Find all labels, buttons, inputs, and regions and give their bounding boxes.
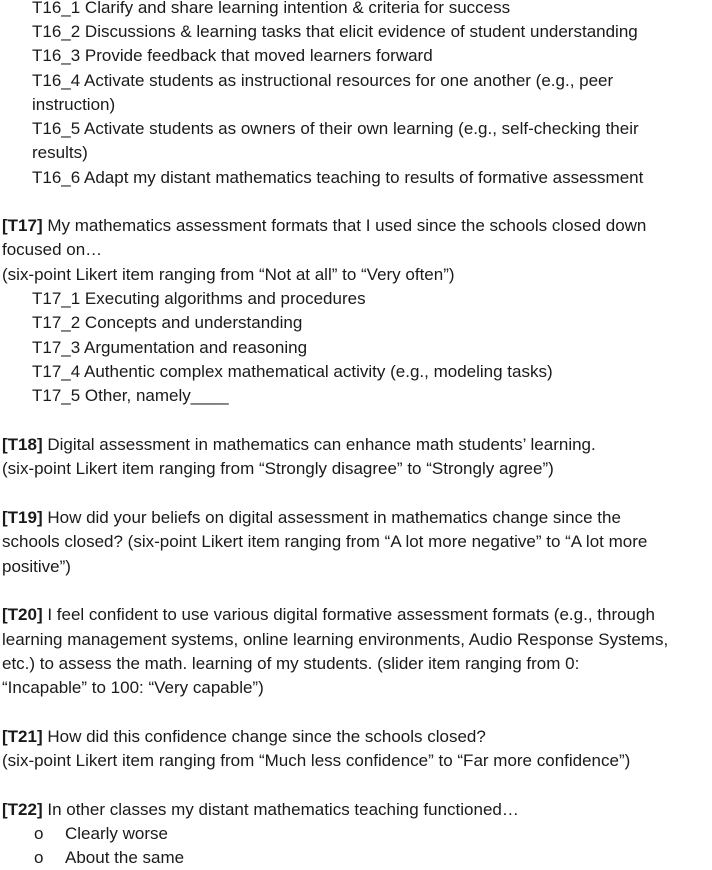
t22-option-2 (0, 846, 712, 870)
t20-text-4: “Incapable” to 100: “Very capable”) (2, 678, 264, 697)
t19-question-line-1 (2, 506, 621, 530)
t19-tag: [T19] (2, 508, 43, 527)
t16-item-3: T16_3 Provide feedback that moved learners forward (32, 46, 433, 65)
t22-option-1-bullet: o (34, 824, 44, 843)
t22-tag: [T22] (2, 800, 43, 819)
t20-text-1: I feel confident to use various digital formative assessment formats (e.g., through (42, 605, 655, 624)
t19-text-3: positive”) (2, 557, 71, 576)
t17-item-5: T17_5 Other, namely____ (32, 386, 229, 405)
t17-item-1: T17_1 Executing algorithms and procedures (32, 289, 366, 308)
t17-scale: (six-point Likert item ranging from “Not at all” to “Very often”) (2, 265, 455, 284)
t18-text-1: Digital assessment in mathematics can enhance math students’ learning. (42, 435, 596, 454)
t17-item-3: T17_3 Argumentation and reasoning (32, 338, 308, 357)
t21-question-line-1 (2, 725, 486, 749)
t16-item-5: T16_5 Activate students as owners of their own learning (e.g., self-checking their (32, 119, 639, 138)
t17-item-2: T17_2 Concepts and understanding (32, 313, 303, 332)
t22-option-1 (0, 822, 712, 846)
t21-scale: (six-point Likert item ranging from “Much less confidence” to “Far more confidence”) (2, 751, 631, 770)
t22-option-1-label: Clearly worse (65, 824, 168, 843)
t19-text-1: How did your beliefs on digital assessment in mathematics change since the (42, 508, 621, 527)
t18-tag: [T18] (2, 435, 43, 454)
t16-item-4: T16_4 Activate students as instructional resources for one another (e.g., peer (32, 71, 614, 90)
t21-tag: [T21] (2, 727, 43, 746)
t17-text-2: focused on… (2, 240, 103, 259)
t16-item-6: T16_6 Adapt my distant mathematics teaching to results of formative assessment (32, 168, 644, 187)
t17-tag: [T17] (2, 216, 43, 235)
t16-item-4-cont: instruction) (32, 95, 116, 114)
t16-item-5-cont: results) (32, 143, 88, 162)
t20-tag: [T20] (2, 605, 43, 624)
t20-text-3: etc.) to assess the math. learning of my students. (slider item ranging from 0: (2, 654, 580, 673)
t22-question-line-1 (2, 798, 519, 822)
t22-option-2-label: About the same (65, 848, 185, 867)
t17-item-4: T17_4 Authentic complex mathematical activity (e.g., modeling tasks) (32, 362, 553, 381)
t18-question-line-1 (2, 433, 596, 457)
t16-item-1: T16_1 Clarify and share learning intention & criteria for success (32, 0, 511, 17)
t19-text-2: schools closed? (six-point Likert item ranging from “A lot more negative” to “A lot more (2, 532, 648, 551)
t20-question-line-1 (2, 603, 655, 627)
t17-text-1: My mathematics assessment formats that I used since the schools closed down (42, 216, 647, 235)
t18-scale: (six-point Likert item ranging from “Strongly disagree” to “Strongly agree”) (2, 459, 554, 478)
t20-text-2: learning management systems, online learning environments, Audio Response Systems, (2, 630, 669, 649)
t21-text-1: How did this confidence change since the schools closed? (42, 727, 486, 746)
t16-item-2: T16_2 Discussions & learning tasks that elicit evidence of student understanding (32, 22, 638, 41)
t17-question-line-1 (2, 214, 646, 238)
t22-text-1: In other classes my distant mathematics teaching functioned… (42, 800, 519, 819)
t22-option-2-bullet: o (34, 848, 44, 867)
